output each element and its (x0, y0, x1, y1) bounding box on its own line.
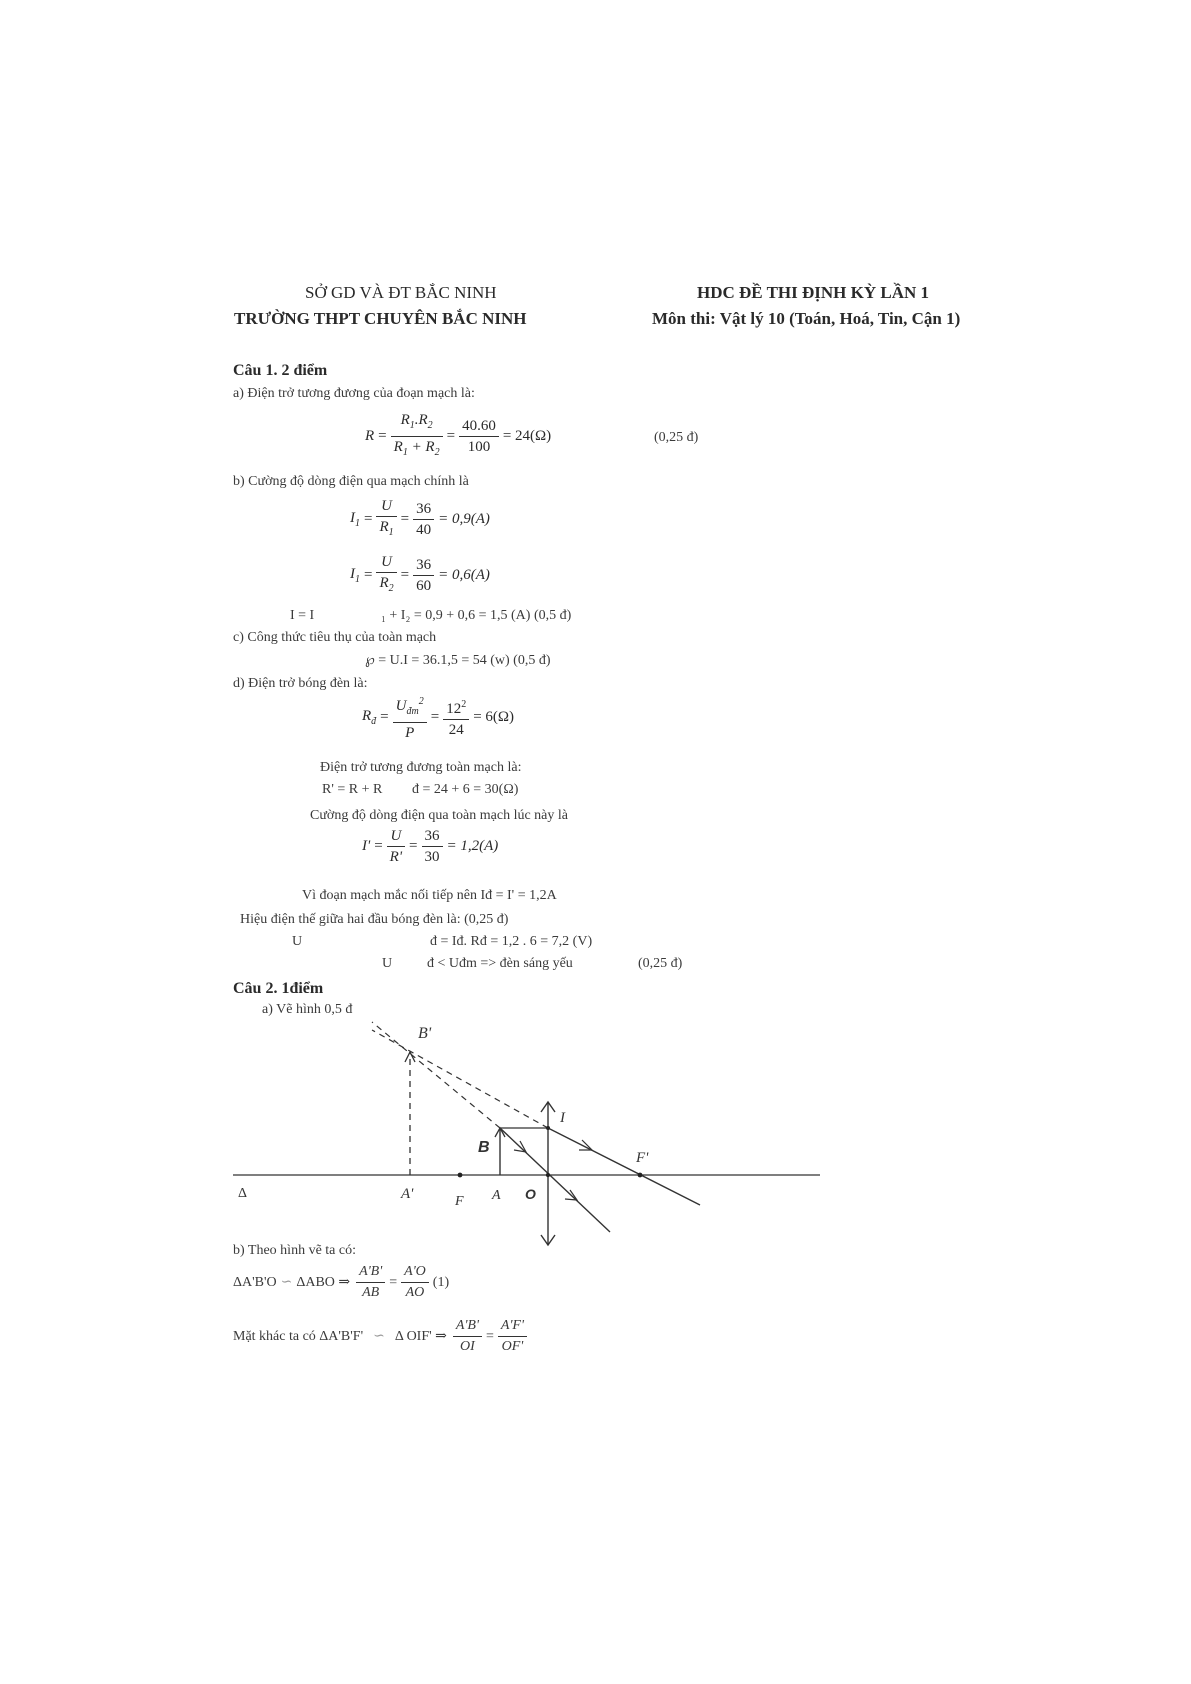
q1b-sum-right: ₁ + I₂ = 0,9 + 0,6 = 1,5 (A) (0,5 đ) (381, 608, 572, 623)
q1d-u1-right: đ = Iđ. Rđ = 1,2 . 6 = 7,2 (V) (430, 934, 593, 949)
school-name: TRƯỜNG THPT CHUYÊN BẮC NINH (234, 309, 527, 328)
q2b-similarity-1: ΔA'B'O ∽ ΔABO ⇒ $\frac{A'B'}{AB}$ = $\frac{A'O}{AO}$ (1) (233, 1264, 450, 1300)
ray-extension-2 (372, 1022, 500, 1128)
label-a: A (492, 1188, 501, 1203)
label-f-prime: F' (636, 1150, 649, 1166)
point-i (546, 1126, 550, 1130)
q2b-sim1-right: ΔABO ⇒ (296, 1275, 351, 1290)
label-b-prime: B' (418, 1025, 432, 1042)
q1d-text2: Điện trở tương đương toàn mạch là: (320, 760, 522, 775)
q2b-sim2-left: Mặt khác ta có ΔA'B'F' (233, 1328, 364, 1344)
exam-title: HDC ĐỀ THI ĐỊNH KỲ LẦN 1 (697, 283, 930, 302)
q1d-u2-right: đ < Uđm => đèn sáng yếu (427, 956, 573, 971)
q1d-formula2-left: R' = R + R (322, 782, 383, 797)
q2b-similarity-2: Mặt khác ta có ΔA'B'F' ∽ Δ OIF' ⇒ $\frac{A'B'}{OI}$ = $\frac{A'F'}{OF'}$ (233, 1316, 527, 1357)
q1b-sum-left: I = I (290, 608, 315, 623)
question-2-title: Câu 2. 1điểm (233, 980, 324, 997)
q2b-sim1-tag: (1) (432, 1274, 450, 1290)
optical-center-o (546, 1173, 550, 1177)
q2a-text: a) Vẽ hình 0,5 đ (262, 1002, 353, 1017)
label-o: O (525, 1186, 536, 1202)
ray-extension-1 (372, 1030, 548, 1128)
label-a-prime: A' (401, 1186, 414, 1202)
q1a-formula: R = $\frac{R_1.R_2}{R_1 + R_2}$ = $\frac{40.60}{100}$ = 24(Ω) (365, 412, 552, 458)
q1d-text3: Cường độ dòng điện qua toàn mạch lúc này là (310, 808, 568, 823)
label-f: F (455, 1194, 464, 1209)
q1d-text: d) Điện trở bóng đèn là: (233, 676, 368, 691)
label-delta: Δ (238, 1186, 248, 1201)
label-i: I (560, 1110, 565, 1126)
q1b-text: b) Cường độ dòng điện qua mạch chính là (233, 474, 469, 489)
label-b: B (478, 1139, 490, 1156)
q1d-u2-score: (0,25 đ) (638, 956, 683, 971)
q1c-formula: ℘ = U.I = 36.1,5 = 54 (w) (0,5 đ) (365, 653, 551, 668)
q1d-text5: Hiệu điện thế giữa hai đầu bóng đèn là: (0,25 đ) (240, 912, 509, 927)
focal-point-f-prime (638, 1173, 643, 1178)
q2b-sim2-right: Δ OIF' ⇒ (394, 1329, 447, 1344)
school-department: SỞ GD VÀ ĐT BẮC NINH (305, 283, 497, 302)
focal-point-f (458, 1173, 463, 1178)
q1d-formula2-right: đ = 24 + 6 = 30(Ω) (412, 782, 519, 797)
q1d-formula-i: I' = $\frac{U}{R'}$ = $\frac{36}{30}$ = 1,2(A) (362, 828, 499, 865)
exam-subject: Môn thi: Vật lý 10 (Toán, Hoá, Tin, Cận 1) (652, 309, 961, 328)
q1d-u1-left: U (292, 934, 303, 949)
q1a-text: a) Điện trở tương đương của đoạn mạch là: (233, 386, 475, 401)
ray-refracted-focal (548, 1128, 700, 1205)
ray-central (500, 1128, 610, 1232)
q1c-text: c) Công thức tiêu thụ của toàn mạch (233, 630, 437, 645)
q1d-text4: Vì đoạn mạch mắc nối tiếp nên Iđ = I' = 1,2A (302, 888, 557, 903)
q1d-u2-left: U (382, 956, 393, 971)
similar-symbol: ∽ (280, 1275, 293, 1290)
q2b-text: b) Theo hình vẽ ta có: (233, 1243, 356, 1258)
question-1-title: Câu 1. 2 điểm (233, 362, 328, 379)
similar-symbol-2: ∽ (373, 1329, 385, 1344)
q2b-sim1-left: ΔA'B'O (233, 1274, 277, 1290)
q1a-score: (0,25 đ) (654, 430, 699, 445)
q1b-formula-i2: $I_1$ = $\frac{U}{R_2}$ = $\frac{36}{60}$ = 0,6(A) (350, 554, 490, 594)
q1b-formula-i1: $I_1$ = $\frac{U}{R_1}$ = $\frac{36}{40}$ = 0,9(A) (350, 498, 490, 538)
q1d-formula-rd: $R_đ$ = $U_{đm}^2$ P = $\frac{12^2}{24}$ = 6(Ω) (362, 692, 518, 743)
